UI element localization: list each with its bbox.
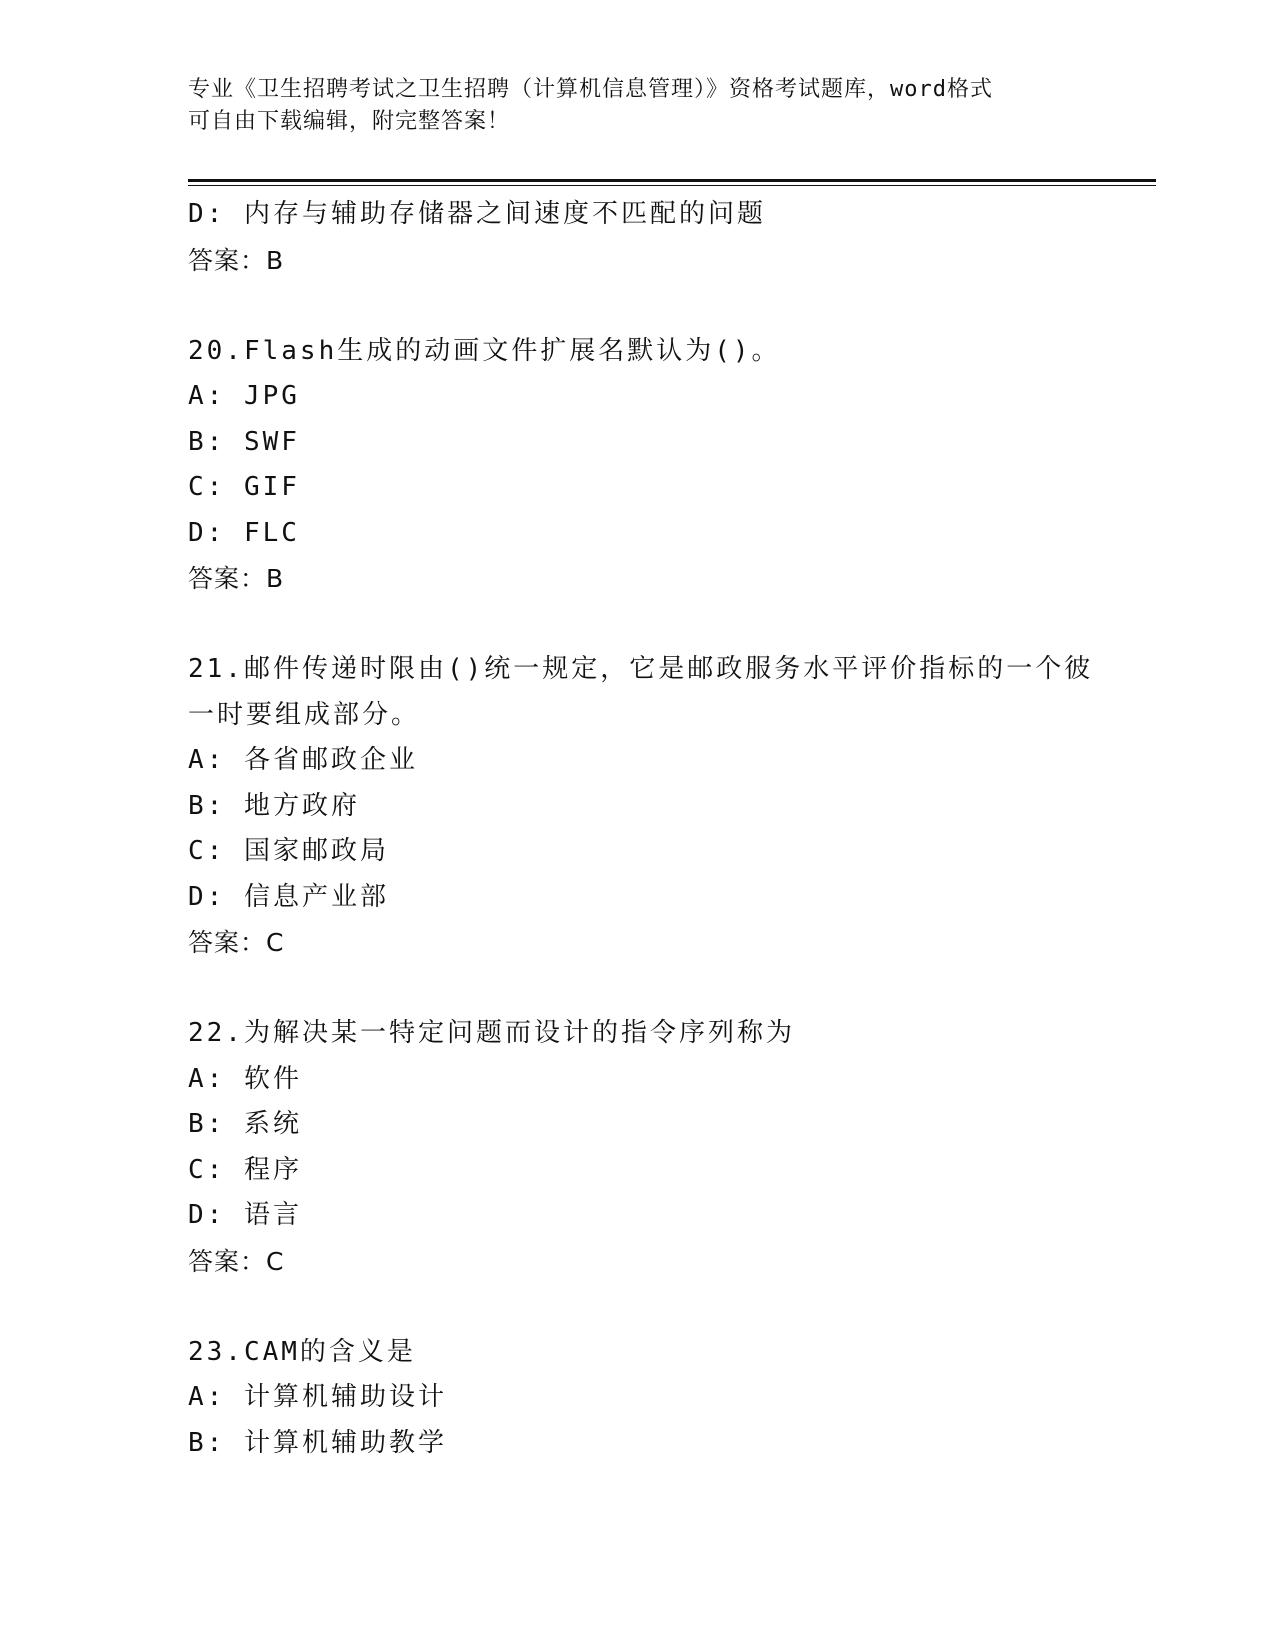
answer: 答案：C [188, 1246, 285, 1276]
question-22 [188, 1011, 1088, 1284]
answer: 答案：B [188, 564, 285, 593]
question-stem: 21.邮件传递时限由()统一规定，它是邮政服务水平评价指标的一个彼 [188, 654, 1094, 684]
header-line-1: 专业《卫生招聘考试之卫生招聘（计算机信息管理）》资格考试题库，word格式 [188, 77, 993, 102]
question-stem: 20.Flash生成的动画文件扩展名默认为()。 [188, 335, 781, 366]
option-a: A: 软件 [188, 1063, 302, 1094]
question-23 [188, 1330, 1088, 1467]
option-b: B: 计算机辅助教学 [188, 1427, 447, 1458]
spacer [188, 966, 1088, 1012]
question-stem: 23.CAM的含义是 [188, 1336, 416, 1367]
header-divider-thin [188, 185, 1156, 186]
option-d: D: 信息产业部 [188, 881, 389, 912]
question-21 [188, 647, 1094, 966]
spacer [188, 283, 1088, 329]
option-b: B: 地方政府 [188, 790, 360, 821]
question-stem: 22.为解决某一特定问题而设计的指令序列称为 [188, 1018, 795, 1048]
question-20 [188, 329, 1088, 602]
option-a: A: 计算机辅助设计 [188, 1382, 447, 1412]
question-list [188, 192, 1094, 1466]
option-d: D: 语言 [188, 1200, 302, 1230]
option-d: D: FLC [188, 517, 300, 548]
option-b: B: 系统 [188, 1109, 302, 1139]
spacer [188, 602, 1088, 648]
answer: 答案：C [188, 928, 285, 957]
document-header [188, 74, 1088, 138]
option-c: C: 程序 [188, 1154, 302, 1185]
spacer [188, 1284, 1088, 1330]
carryover-option-d: D: 内存与辅助存储器之间速度不匹配的问题 [188, 199, 766, 229]
header-line-2: 可自由下载编辑，附完整答案！ [188, 109, 511, 134]
carryover-answer: 答案：B [188, 245, 285, 275]
question-stem-continued: 一时要组成部分。 [188, 699, 421, 730]
option-c: C: 国家邮政局 [188, 836, 389, 866]
option-a: A: JPG [188, 381, 300, 411]
option-c: C: GIF [188, 472, 300, 502]
option-b: B: SWF [188, 426, 300, 457]
option-a: A: 各省邮政企业 [188, 745, 418, 775]
header-divider-thick [188, 179, 1156, 182]
